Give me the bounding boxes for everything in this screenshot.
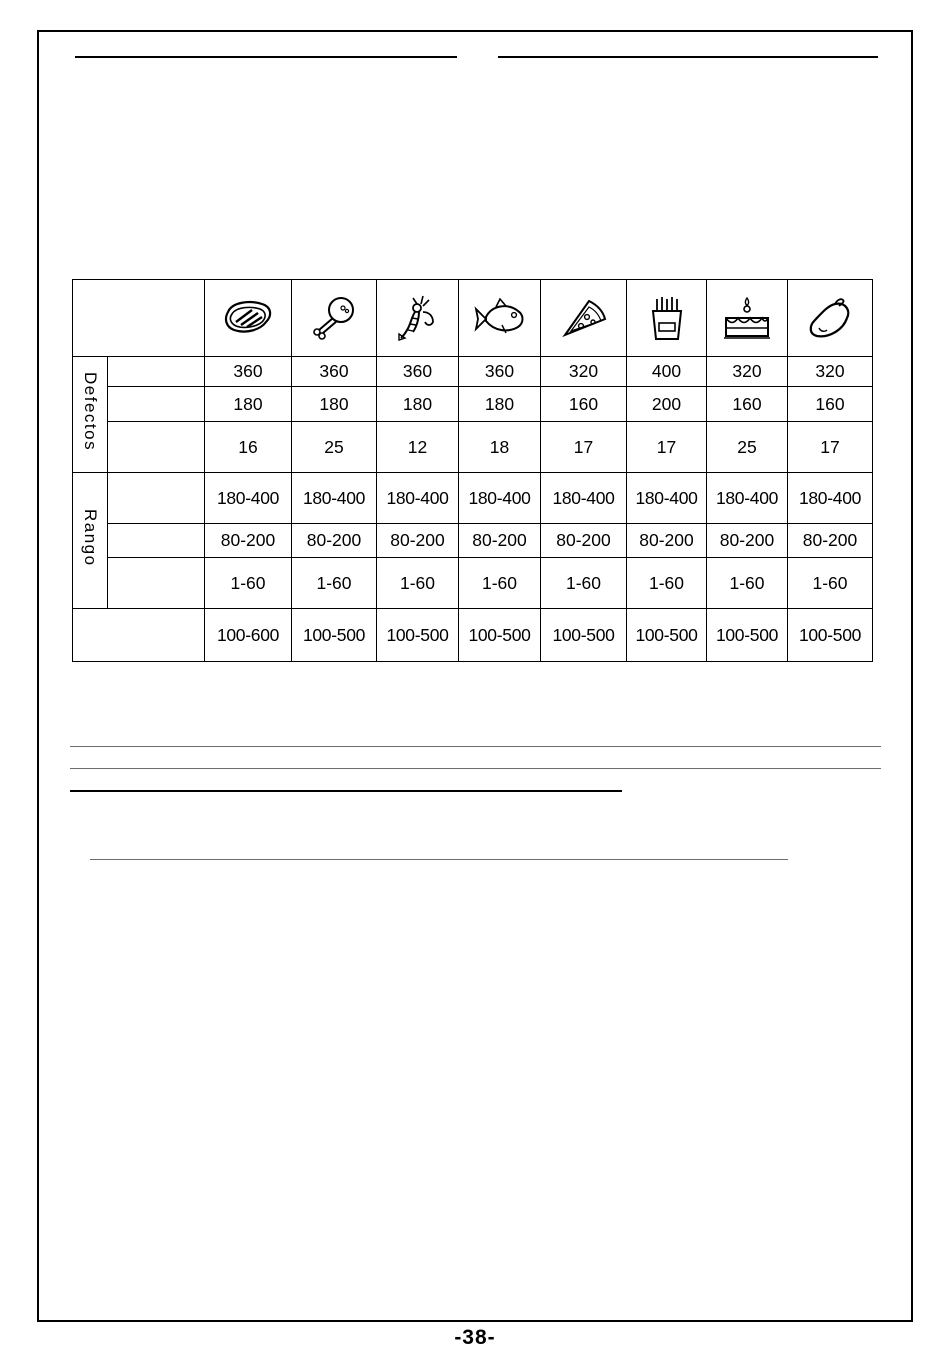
table-cell: 25 xyxy=(707,422,788,473)
table-cell: 160 xyxy=(707,387,788,422)
table-cell: 100-500 xyxy=(292,609,377,662)
table-cell: 360 xyxy=(292,357,377,387)
row-label-cell xyxy=(108,558,205,609)
table-cell: 160 xyxy=(541,387,627,422)
table-cell: 100-500 xyxy=(541,609,627,662)
chicken-drumstick-icon xyxy=(292,280,377,357)
table-cell: 80-200 xyxy=(459,524,541,558)
table-cell: 320 xyxy=(707,357,788,387)
page-frame xyxy=(37,30,913,1322)
table-cell: 180-400 xyxy=(707,473,788,524)
table-cell: 100-500 xyxy=(377,609,459,662)
table-cell: 17 xyxy=(541,422,627,473)
table-row xyxy=(73,422,873,473)
table-cell: 1-60 xyxy=(459,558,541,609)
table-cell: 12 xyxy=(377,422,459,473)
table-cell: 1-60 xyxy=(377,558,459,609)
table-cell: 1-60 xyxy=(707,558,788,609)
row-label-cell xyxy=(108,387,205,422)
table-cell: 80-200 xyxy=(707,524,788,558)
table-cell: 80-200 xyxy=(627,524,707,558)
table-cell: 200 xyxy=(627,387,707,422)
table-cell: 180 xyxy=(292,387,377,422)
corner-cell xyxy=(73,280,205,357)
header-rule-left xyxy=(75,56,457,58)
row-label-cell xyxy=(108,357,205,387)
blank-line xyxy=(70,790,622,792)
blank-line xyxy=(70,768,881,769)
steak-icon xyxy=(205,280,292,357)
table-cell: 180-400 xyxy=(205,473,292,524)
table-cell: 180-400 xyxy=(292,473,377,524)
table-cell: 360 xyxy=(377,357,459,387)
french-fries-icon xyxy=(627,280,707,357)
table-cell: 1-60 xyxy=(788,558,873,609)
table-cell: 100-500 xyxy=(459,609,541,662)
group-label-range: Rango xyxy=(81,509,100,567)
table-cell: 1-60 xyxy=(292,558,377,609)
table-cell: 320 xyxy=(788,357,873,387)
table-cell: 80-200 xyxy=(788,524,873,558)
table-cell: 17 xyxy=(627,422,707,473)
table-cell: 360 xyxy=(459,357,541,387)
table-row xyxy=(73,473,873,524)
fish-icon xyxy=(459,280,541,357)
table-cell: 180-400 xyxy=(788,473,873,524)
table-cell: 360 xyxy=(205,357,292,387)
group-label-defaults: Defectos xyxy=(81,372,100,452)
table-cell: 1-60 xyxy=(541,558,627,609)
table-cell: 180-400 xyxy=(541,473,627,524)
group-label-cell xyxy=(73,357,108,473)
table-cell: 180 xyxy=(377,387,459,422)
table-cell: 320 xyxy=(541,357,627,387)
page-number: -38- xyxy=(454,1326,496,1349)
table-cell: 180 xyxy=(205,387,292,422)
shrimp-icon xyxy=(377,280,459,357)
table-cell: 100-600 xyxy=(205,609,292,662)
table-cell: 400 xyxy=(627,357,707,387)
table-cell: 16 xyxy=(205,422,292,473)
table-cell: 160 xyxy=(788,387,873,422)
table-cell: 180-400 xyxy=(627,473,707,524)
row-label-cell xyxy=(108,422,205,473)
blank-line xyxy=(70,746,881,747)
table-row xyxy=(73,609,873,662)
table-cell: 1-60 xyxy=(627,558,707,609)
row-label-cell xyxy=(108,524,205,558)
table-cell: 80-200 xyxy=(205,524,292,558)
cake-icon xyxy=(707,280,788,357)
table-cell: 80-200 xyxy=(377,524,459,558)
table-cell: 80-200 xyxy=(292,524,377,558)
table-cell: 100-500 xyxy=(707,609,788,662)
table-row xyxy=(73,524,873,558)
table-cell: 1-60 xyxy=(205,558,292,609)
cooking-table xyxy=(72,279,873,662)
table-cell: 180-400 xyxy=(377,473,459,524)
eggplant-icon xyxy=(788,280,873,357)
table-cell: 180-400 xyxy=(459,473,541,524)
table-cell: 18 xyxy=(459,422,541,473)
pizza-slice-icon xyxy=(541,280,627,357)
table-cell: 25 xyxy=(292,422,377,473)
table-cell: 17 xyxy=(788,422,873,473)
header-rule-right xyxy=(498,56,878,58)
icon-row xyxy=(73,280,873,357)
row-label-cell xyxy=(73,609,205,662)
table-cell: 180 xyxy=(459,387,541,422)
blank-line xyxy=(90,859,788,860)
table-cell: 100-500 xyxy=(627,609,707,662)
row-label-cell xyxy=(108,473,205,524)
table-cell: 100-500 xyxy=(788,609,873,662)
group-label-cell xyxy=(73,473,108,609)
table-cell: 80-200 xyxy=(541,524,627,558)
table-row xyxy=(73,357,873,387)
table-row xyxy=(73,558,873,609)
table-row xyxy=(73,387,873,422)
